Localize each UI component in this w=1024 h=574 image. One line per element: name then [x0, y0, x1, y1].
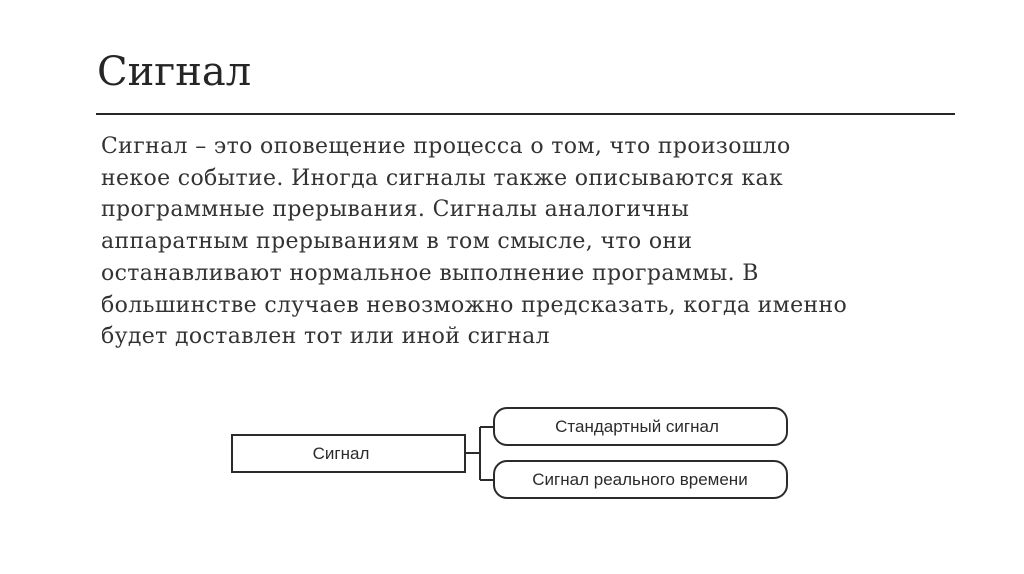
body-line: программные прерывания. Сигналы аналогичны	[101, 197, 690, 223]
diagram-root-label: Сигнал	[312, 444, 370, 463]
body-line: будет доставлен тот или иной сигнал	[101, 324, 550, 350]
body-line: аппаратным прерываниям в том смысле, что они	[101, 229, 693, 255]
diagram-root-node	[232, 435, 465, 472]
slide-title: Сигнал	[97, 49, 252, 95]
diagram-child-label-standard: Стандартный сигнал	[555, 417, 719, 436]
body-line: останавливают нормальное выполнение программы. В	[101, 260, 759, 286]
body-line: большинстве случаев невозможно предсказать, когда именно	[101, 292, 848, 318]
title-divider	[96, 113, 955, 115]
diagram-child-node	[494, 461, 787, 498]
body-line: некое событие. Иногда сигналы также описываются как	[101, 165, 784, 191]
diagram-connectors	[465, 427, 494, 480]
body-paragraph	[101, 131, 971, 353]
diagram-child-label-realtime: Сигнал реального времени	[532, 470, 748, 489]
body-line: Сигнал – это оповещение процесса о том, что произошло	[101, 134, 791, 159]
diagram-child-node	[494, 408, 787, 445]
